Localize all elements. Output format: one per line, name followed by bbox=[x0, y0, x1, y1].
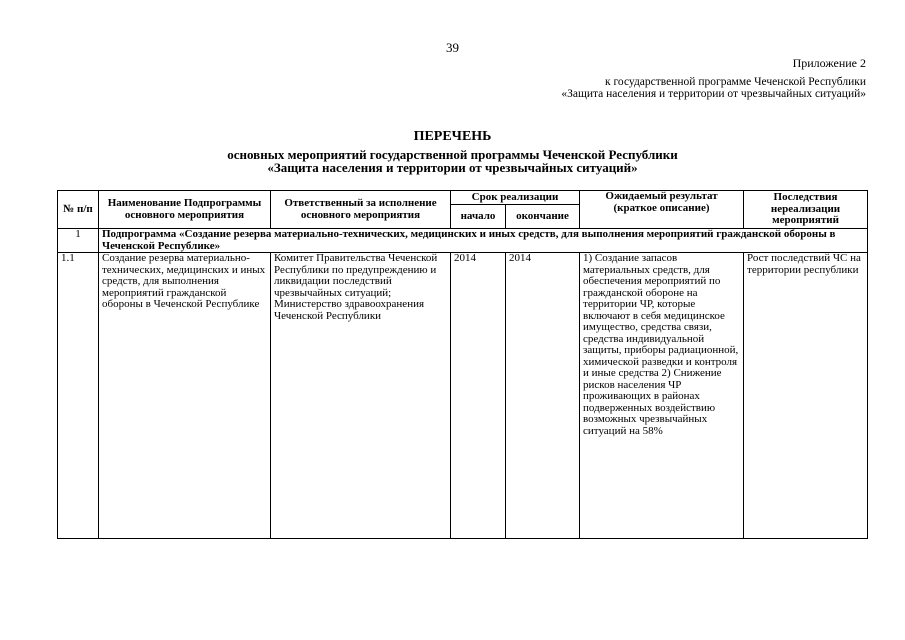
table-row bbox=[58, 253, 868, 539]
row-end: 2014 bbox=[506, 253, 580, 539]
row-num: 1.1 bbox=[58, 253, 99, 539]
subtitle-line-2: «Защита населения и территории от чрезвычайных ситуаций» bbox=[267, 160, 638, 175]
appendix-reference bbox=[561, 76, 866, 100]
appendix-label: Приложение 2 bbox=[792, 56, 866, 70]
row-result: 1) Создание запасов материальных средств, для обеспечения мероприятий по гражданской обороне на территории ЧР, которые включают в себя медицинское имущество, средства связи, средства индивидуальной защиты, приборы радиационной, химической разведки и контроля и иные средства 2) Снижение рисков населения ЧР проживающих в районах подверженных воздействию возможных чрезвычайных ситуаций на 58% bbox=[580, 253, 744, 539]
subtitle-line-1: основных мероприятий государственной программы Чеченской Республики bbox=[227, 147, 678, 162]
header-result: Ожидаемый результат (краткое описание) bbox=[580, 191, 744, 229]
document-title: ПЕРЕЧЕНЬ bbox=[413, 129, 492, 144]
measures-table bbox=[57, 190, 868, 539]
header-period: Срок реализации bbox=[451, 191, 580, 205]
row-responsible: Комитет Правительства Чеченской Республики по предупреждению и ликвидации последствий чрезвычайных ситуаций; Министерство здравоохранения Чеченской Республики bbox=[271, 253, 451, 539]
header-consequences: Последствия нереализации мероприятий bbox=[744, 191, 868, 229]
document-subtitle bbox=[0, 148, 905, 174]
header-responsible: Ответственный за исполнение основного мероприятия bbox=[271, 191, 451, 229]
subprogram-num: 1 bbox=[58, 229, 99, 253]
header-row-1 bbox=[58, 191, 868, 205]
appendix-ref-line-2: «Защита населения и территории от чрезвычайных ситуаций» bbox=[561, 88, 866, 100]
appendix-ref-line-1: к государственной программе Чеченской Республики bbox=[605, 76, 866, 88]
subprogram-row bbox=[58, 229, 868, 253]
row-consequences: Рост последствий ЧС на территории республики bbox=[744, 253, 868, 539]
header-end: окончание bbox=[506, 205, 580, 229]
page-number: 39 bbox=[446, 40, 459, 55]
row-name: Создание резерва материально-технических, медицинских и иных средств, для выполнения мероприятий гражданской обороны в Чеченской Республике bbox=[99, 253, 271, 539]
header-name: Наименование Подпрограммы основного мероприятия bbox=[99, 191, 271, 229]
row-start: 2014 bbox=[451, 253, 506, 539]
subprogram-title: Подпрограмма «Создание резерва материально-технических, медицинских и иных средств, для выполнения мероприятий гражданской обороны в Чеченской Республике» bbox=[99, 229, 868, 253]
header-num: № п/п bbox=[58, 191, 99, 229]
header-start: начало bbox=[451, 205, 506, 229]
